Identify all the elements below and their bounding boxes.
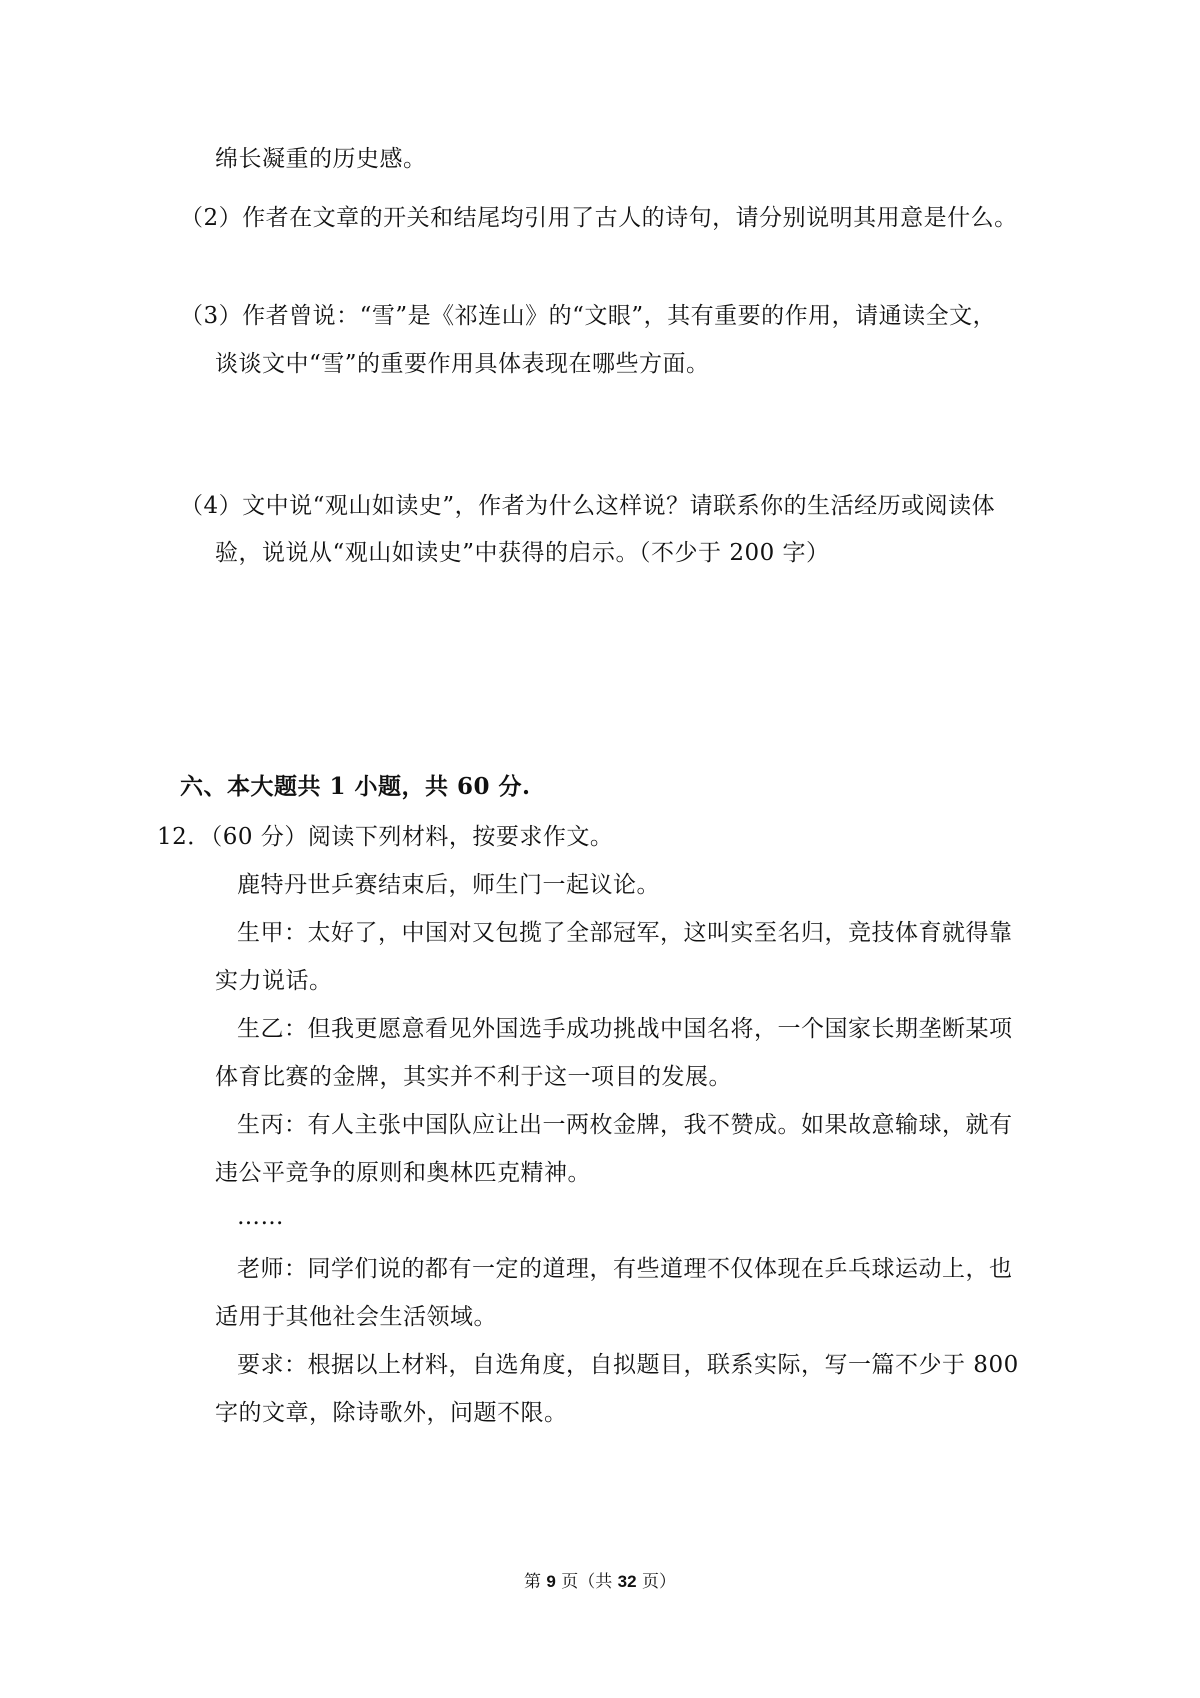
question-2: （2）作者在文章的开关和结尾均引用了古人的诗句，请分别说明其用意是什么。 — [180, 205, 1018, 231]
teacher-line-1: 老师：同学们说的都有一定的道理，有些道理不仅体现在乒乓球运动上，也 — [237, 1256, 1013, 1282]
question-3-line-1: （3）作者曾说：“雪”是《祁连山》的“文眼”，其有重要的作用，请通读全文， — [180, 303, 997, 329]
student-jia-line-1: 生甲：太好了，中国对又包揽了全部冠军，这叫实至名归，竞技体育就得靠 — [237, 920, 1013, 946]
student-jia-line-2: 实力说话。 — [215, 968, 333, 994]
question-4-line-2: 验，说说从“观山如读史”中获得的启示。（不少于 200 字） — [215, 540, 830, 566]
footer-total-pages: 32 — [617, 1572, 637, 1591]
footer-prefix: 第 — [523, 1572, 541, 1592]
material-ellipsis: …… — [237, 1204, 284, 1230]
footer-page-number: 9 — [546, 1572, 556, 1591]
requirement-line-2: 字的文章，除诗歌外，问题不限。 — [215, 1400, 568, 1426]
material-intro: 鹿特丹世乒赛结束后，师生门一起议论。 — [237, 872, 660, 898]
footer-suffix: 页） — [642, 1572, 676, 1592]
question-12-stem: 12．（60 分）阅读下列材料，按要求作文。 — [157, 824, 614, 850]
requirement-line-1: 要求：根据以上材料，自选角度，自拟题目，联系实际，写一篇不少于 800 — [237, 1352, 1019, 1378]
question-4-line-1: （4）文中说“观山如读史”，作者为什么这样说？请联系你的生活经历或阅读体 — [180, 493, 996, 519]
student-bing-line-1: 生丙：有人主张中国队应让出一两枚金牌，我不赞成。如果故意输球，就有 — [237, 1112, 1013, 1138]
q1-answer-tail: 绵长凝重的历史感。 — [215, 146, 427, 172]
question-3-line-2: 谈谈文中“雪”的重要作用具体表现在哪些方面。 — [215, 351, 710, 377]
section-6-heading: 六、本大题共 1 小题，共 60 分. — [180, 773, 531, 800]
teacher-line-2: 适用于其他社会生活领域。 — [215, 1304, 497, 1330]
student-bing-line-2: 违公平竞争的原则和奥林匹克精神。 — [215, 1160, 591, 1186]
footer-middle: 页（共 — [561, 1572, 613, 1592]
student-yi-line-2: 体育比赛的金牌，其实并不利于这一项目的发展。 — [215, 1064, 732, 1090]
page-footer — [0, 1570, 1200, 1594]
student-yi-line-1: 生乙：但我更愿意看见外国选手成功挑战中国名将，一个国家长期垄断某项 — [237, 1016, 1013, 1042]
